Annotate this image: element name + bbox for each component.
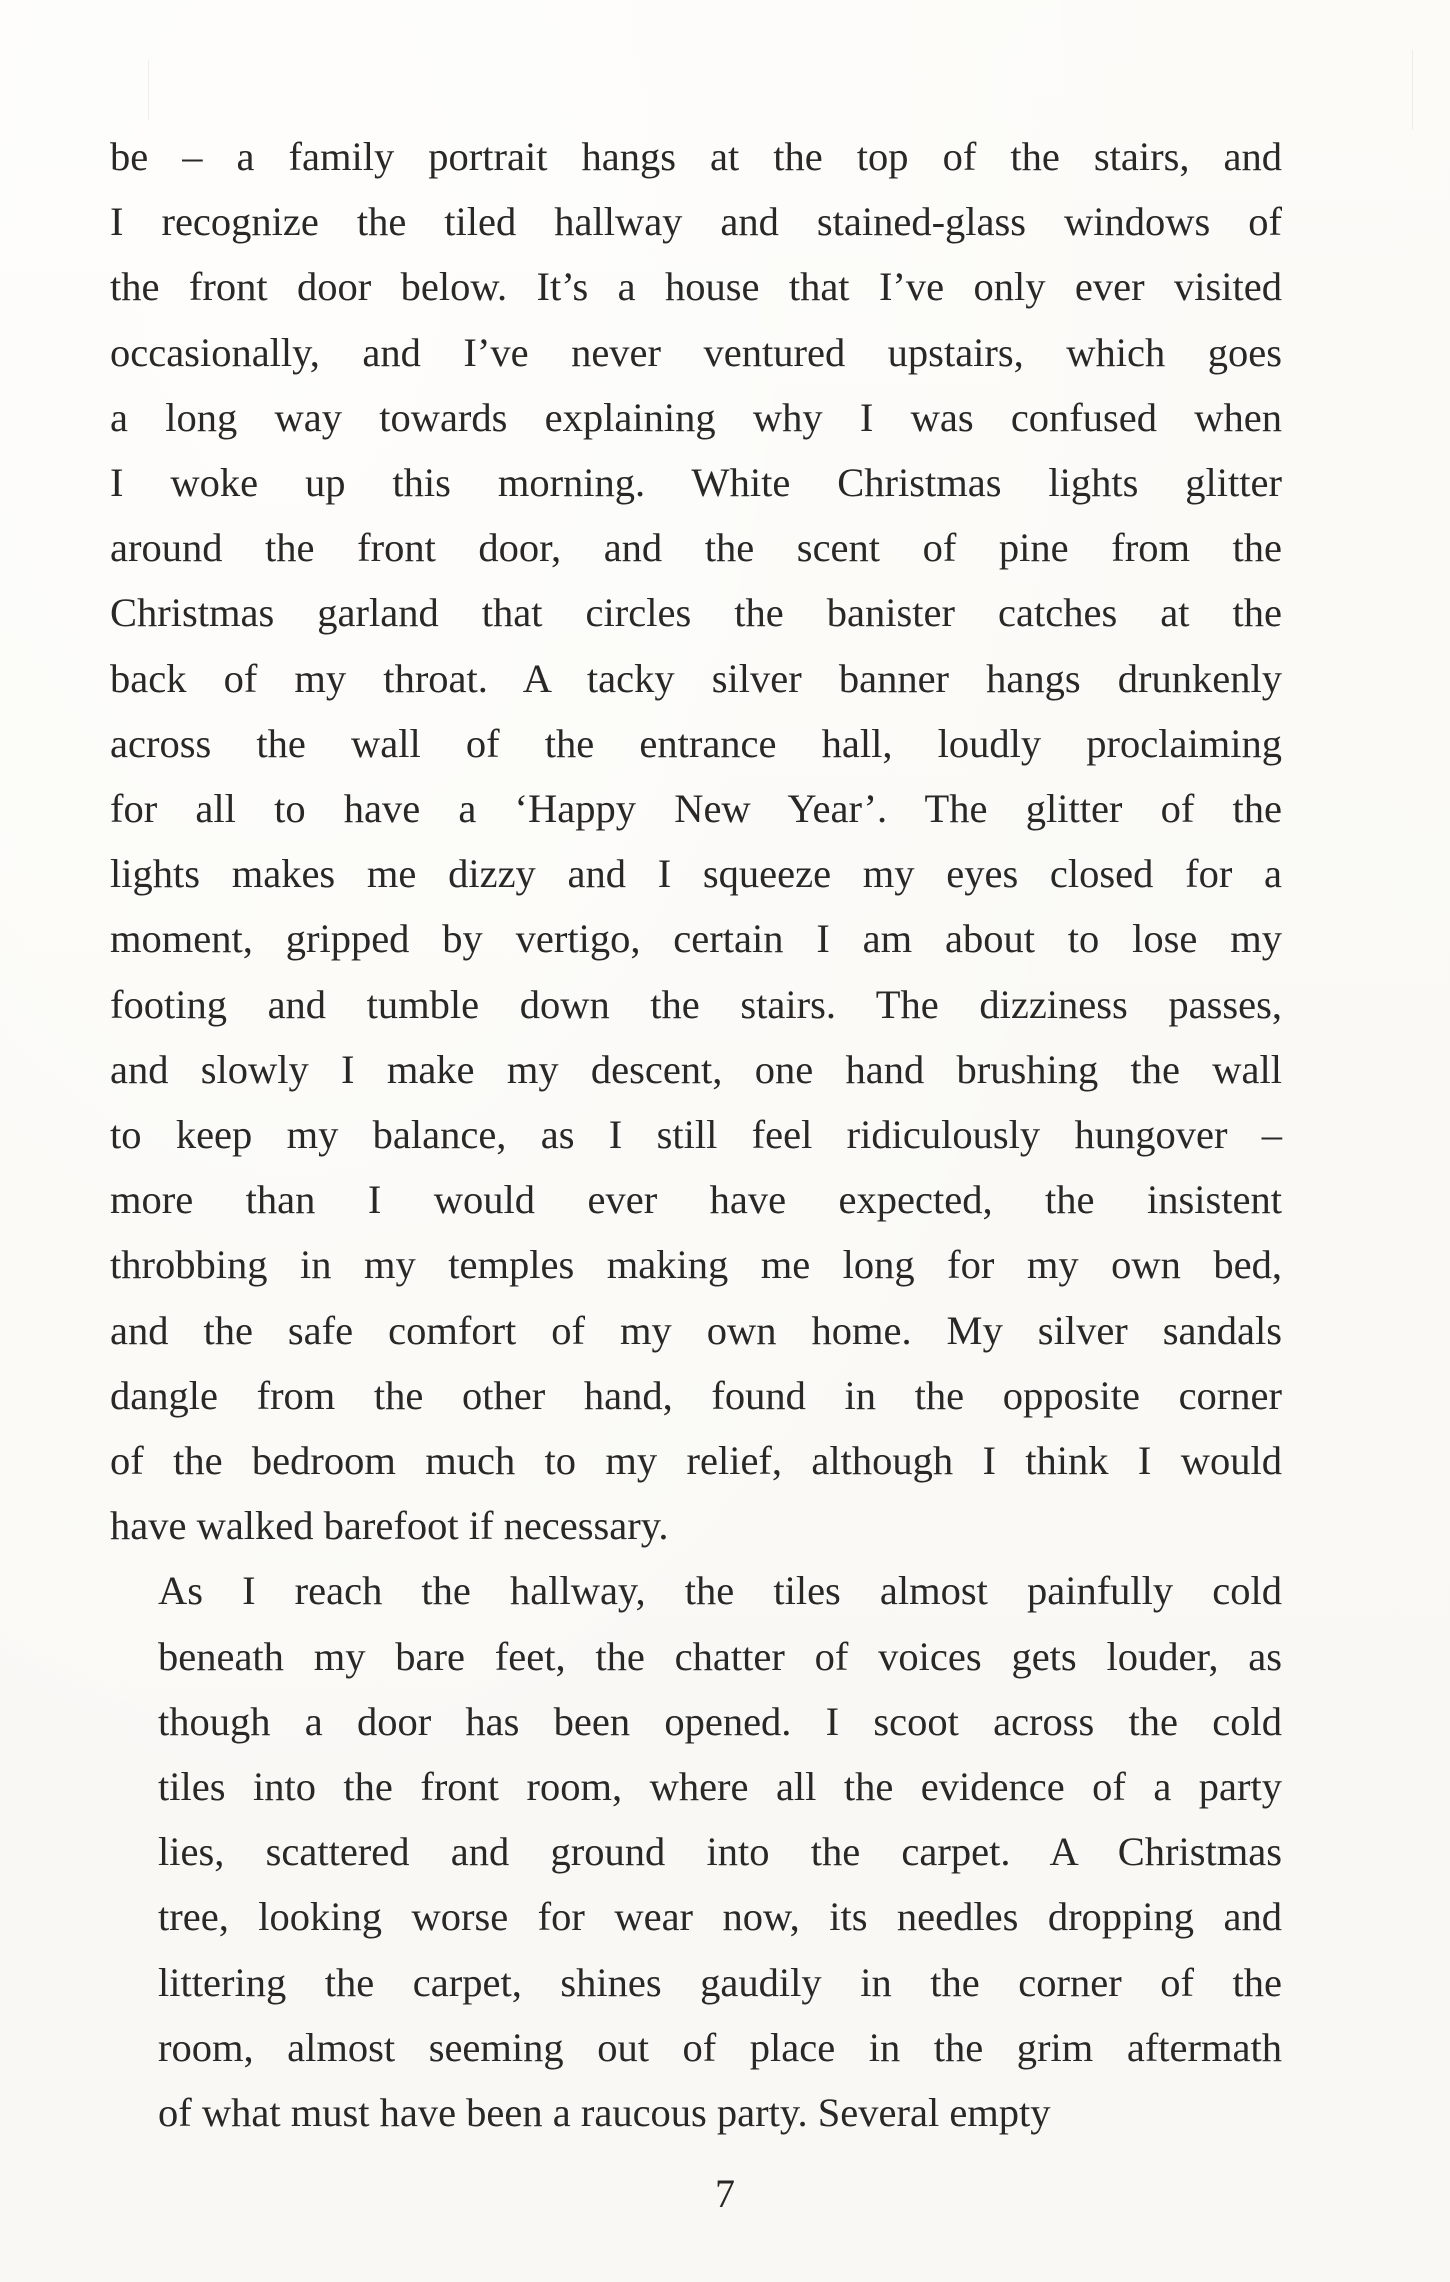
page-crease — [148, 60, 149, 120]
page-crease — [1412, 50, 1413, 130]
text-line: tiles into the front room, where all the evidence of a party — [158, 1764, 1282, 1810]
text-line: throbbing in my temples making me long for my own bed, — [110, 1242, 1282, 1288]
text-line: across the wall of the entrance hall, loudly proclaiming — [110, 720, 1282, 766]
text-line: littering the carpet, shines gaudily in the corner of the — [158, 1959, 1282, 2005]
text-line: room, almost seeming out of place in the grim aftermath — [158, 2024, 1282, 2070]
text-line: the front door below. It’s a house that I’ve only ever visited — [110, 264, 1282, 310]
text-line: to keep my balance, as I still feel ridiculously hungover – — [110, 1112, 1282, 1158]
text-line: and slowly I make my descent, one hand brushing the wall — [110, 1046, 1282, 1092]
text-line: and the safe comfort of my own home. My silver sandals — [110, 1307, 1282, 1353]
text-line: for all to have a ‘Happy New Year’. The glitter of the — [110, 786, 1282, 832]
text-line: of what must have been a raucous party. Several empty — [158, 2090, 1051, 2136]
text-line: moment, gripped by vertigo, certain I am about to lose my — [110, 916, 1282, 962]
text-line: have walked barefoot if necessary. — [110, 1503, 669, 1549]
text-line: dangle from the other hand, found in the opposite corner — [110, 1372, 1282, 1418]
paragraph-2 — [110, 1558, 1282, 2145]
text-line: though a door has been opened. I scoot across the cold — [158, 1698, 1282, 1744]
text-line: more than I would ever have expected, the insistent — [110, 1177, 1282, 1223]
text-line: lies, scattered and ground into the carpet. A Christmas — [158, 1829, 1282, 1875]
paragraph-1 — [110, 124, 1282, 1558]
text-line: I recognize the tiled hallway and stained-glass windows of — [110, 199, 1282, 245]
text-line: back of my throat. A tacky silver banner hangs drunkenly — [110, 655, 1282, 701]
text-line: occasionally, and I’ve never ventured upstairs, which goes — [110, 329, 1282, 375]
text-line: I woke up this morning. White Christmas lights glitter — [110, 460, 1282, 506]
text-line: Christmas garland that circles the banister catches at the — [110, 590, 1282, 636]
page-number: 7 — [715, 2171, 735, 2216]
text-line: around the front door, and the scent of pine from the — [110, 525, 1282, 571]
text-line: of the bedroom much to my relief, although I think I would — [110, 1438, 1282, 1484]
text-line: lights makes me dizzy and I squeeze my eyes closed for a — [110, 851, 1282, 897]
body-text — [110, 124, 1282, 2145]
text-line: footing and tumble down the stairs. The dizziness passes, — [110, 981, 1282, 1027]
text-line: a long way towards explaining why I was confused when — [110, 394, 1282, 440]
text-line: As I reach the hallway, the tiles almost painfully cold — [158, 1568, 1282, 1614]
text-line: beneath my bare feet, the chatter of voices gets louder, as — [158, 1633, 1282, 1679]
text-line: be – a family portrait hangs at the top of the stairs, and — [110, 134, 1282, 179]
text-line: tree, looking worse for wear now, its needles dropping and — [158, 1894, 1282, 1940]
